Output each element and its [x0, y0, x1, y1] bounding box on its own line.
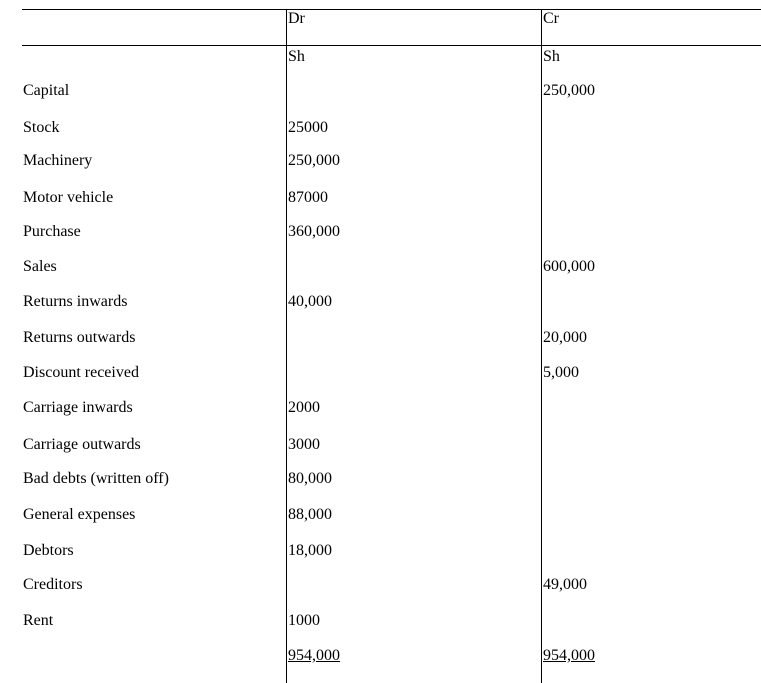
debit-amount: 87000: [288, 189, 328, 206]
debit-amount: 88,000: [288, 506, 332, 523]
credit-amount: 49,000: [543, 576, 587, 593]
credit-amount: 250,000: [543, 82, 595, 99]
debit-amount: 360,000: [288, 223, 340, 240]
cr-unit: Sh: [543, 48, 560, 65]
account-label: Debtors: [23, 542, 74, 559]
account-label: Bad debts (written off): [23, 470, 169, 487]
account-label: Creditors: [23, 576, 83, 593]
debit-amount: 25000: [288, 119, 328, 136]
top-rule: [22, 9, 761, 10]
account-label: Purchase: [23, 223, 81, 240]
debit-amount: 2000: [288, 399, 320, 416]
account-label: Stock: [23, 119, 60, 136]
debit-amount: 1000: [288, 612, 320, 629]
cr-total: 954,000: [543, 647, 595, 664]
cr-header: Cr: [543, 10, 559, 27]
debit-amount: 18,000: [288, 542, 332, 559]
account-label: Capital: [23, 82, 70, 99]
debit-amount: 250,000: [288, 152, 340, 169]
dr-unit: Sh: [288, 48, 305, 65]
debit-amount: 3000: [288, 436, 320, 453]
dr-column-line: [286, 9, 287, 683]
account-label: Carriage inwards: [23, 399, 133, 416]
account-label: Rent: [23, 612, 54, 629]
dr-header: Dr: [288, 10, 305, 27]
credit-amount: 20,000: [543, 329, 587, 346]
account-label: Returns outwards: [23, 329, 136, 346]
credit-amount: 600,000: [543, 258, 595, 275]
debit-amount: 40,000: [288, 293, 332, 310]
debit-amount: 80,000: [288, 470, 332, 487]
cr-column-line: [541, 9, 542, 683]
account-label: Motor vehicle: [23, 189, 114, 206]
account-label: Machinery: [23, 152, 93, 169]
header-rule: [22, 45, 761, 46]
account-label: Sales: [23, 258, 57, 275]
dr-total: 954,000: [288, 647, 340, 664]
account-label: General expenses: [23, 506, 136, 523]
account-label: Carriage outwards: [23, 436, 141, 453]
account-label: Returns inwards: [23, 293, 128, 310]
account-label: Discount received: [23, 364, 139, 381]
credit-amount: 5,000: [543, 364, 579, 381]
